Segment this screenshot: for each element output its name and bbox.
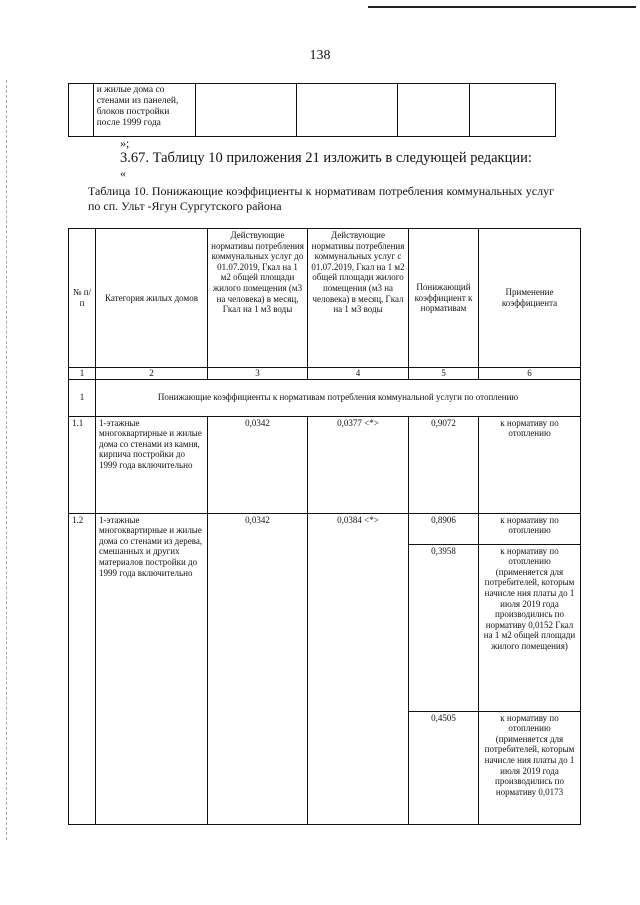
table-row (69, 84, 556, 137)
row-norm-before: 0,0342 (208, 513, 308, 824)
page-number: 138 (309, 48, 331, 63)
table-cell (195, 84, 296, 137)
row-norm-after: 0,0384 <*> (308, 513, 409, 824)
table-header-row (69, 229, 581, 368)
row-application: к нормативу по отоплению (479, 513, 581, 544)
column-number: 6 (479, 368, 581, 380)
row-coefficient: 0,3958 (409, 544, 479, 711)
row-num: 1.1 (69, 416, 96, 513)
row-norm-after: 0,0377 <*> (308, 416, 409, 513)
top-edge-line (368, 6, 636, 8)
scan-margin-mark (6, 80, 8, 840)
row-application: к нормативу по отоплению (применяется для потребителей, которым начисле ния платы до 1 июля 2019 года производились по нормативу 0,0152 Гкал на 1 м2 общей площади жилого помещения) (479, 544, 581, 711)
row-norm-before: 0,0342 (208, 416, 308, 513)
closing-quote: »; (120, 136, 130, 150)
table-caption: Таблица 10. Понижающие коэффициенты к нормативам потребления коммунальных услуг по сп. Ульт -Ягун Сургутского района (88, 184, 554, 213)
table-cell (69, 84, 94, 137)
table-row (69, 513, 581, 544)
amendment-instruction: 3.67. Таблицу 10 приложения 21 изложить в следующей редакции: (120, 150, 532, 166)
opening-quote: « (120, 166, 126, 180)
row-coefficient: 0,9072 (409, 416, 479, 513)
coefficients-table (68, 228, 581, 825)
row-category: 1-этажные многоквартирные и жилые дома со стенами из дерева, смешанных и других материалов постройки до 1999 года включительно (96, 513, 208, 824)
table-cell (297, 84, 398, 137)
header-application: Применение коэффициента (479, 229, 581, 368)
column-number: 4 (308, 368, 409, 380)
row-coefficient: 0,8906 (409, 513, 479, 544)
row-application: к нормативу по отоплению (479, 416, 581, 513)
section-row (69, 379, 581, 416)
table-cell (470, 84, 556, 137)
column-number-row (69, 368, 581, 380)
table-cell-category: и жилые дома со стенами из панелей, блоков постройки после 1999 года (93, 84, 195, 137)
section-num: 1 (69, 379, 96, 416)
header-norm-after: Действующие нормативы потребления коммунальных услуг с 01.07.2019, Гкал на 1 м2 общей площади жилого помещения (м3 на человека) в месяц, Гкал на 1 м3 воды (308, 229, 409, 368)
table-row (69, 416, 581, 513)
column-number: 2 (96, 368, 208, 380)
column-number: 3 (208, 368, 308, 380)
section-title: Понижающие коэффициенты к нормативам потребления коммунальной услуги по отоплению (96, 379, 581, 416)
header-category: Категория жилых домов (96, 229, 208, 368)
table-cell (398, 84, 470, 137)
column-number: 1 (69, 368, 96, 380)
row-category: 1-этажные многоквартирные и жилые дома со стенами из камня, кирпича постройки до 1999 года включительно (96, 416, 208, 513)
row-coefficient: 0,4505 (409, 711, 479, 824)
header-norm-before: Действующие нормативы потребления коммунальных услуг до 01.07.2019, Гкал на 1 м2 общей площади жилого помещения (м3 на человека) в месяц, Гкал на 1 м3 воды (208, 229, 308, 368)
row-application: к нормативу по отоплению (применяется для потребителей, которым начисле ния платы до 1 июля 2019 года производились по нормативу 0,0173 (479, 711, 581, 824)
header-num: № п/п (69, 229, 96, 368)
row-num: 1.2 (69, 513, 96, 824)
previous-table-continuation (68, 83, 556, 137)
header-coefficient: Понижающий коэффициент к нормативам (409, 229, 479, 368)
column-number: 5 (409, 368, 479, 380)
